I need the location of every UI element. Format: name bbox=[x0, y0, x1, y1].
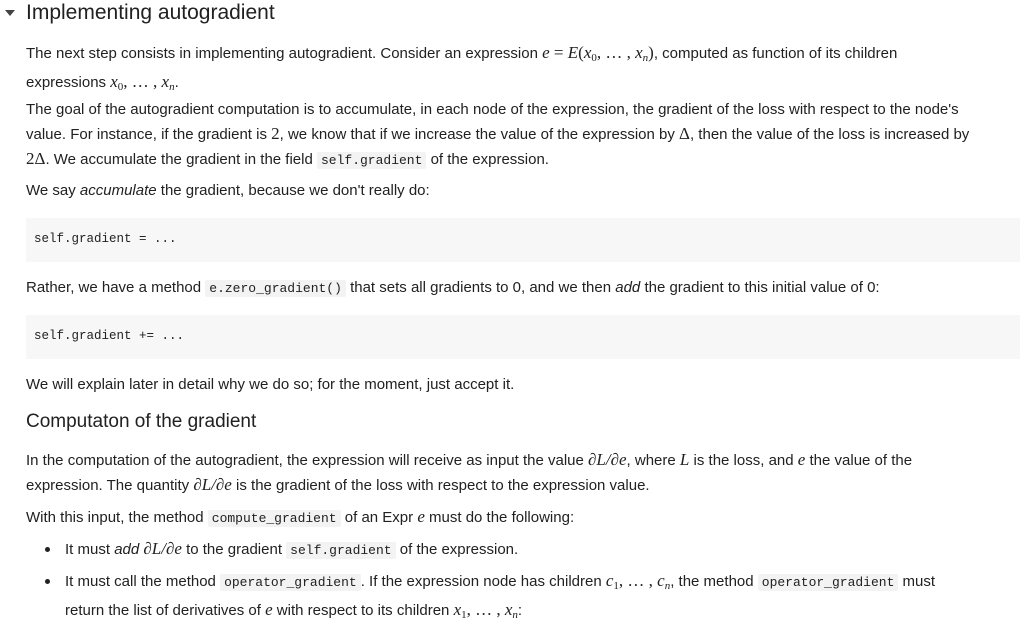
inline-code: self.gradient bbox=[286, 542, 395, 559]
paragraph-goal: The goal of the autogradient computation is to accumulate, in each node of the expression, the gradient of the loss with respect to the node's value. For instance, if the gradient is 2, we know that if we increase the value of the expression by Δ, then the value of the loss is increased by 2Δ. We accumulate the gradient in the field self.gradient of the expression. bbox=[26, 101, 970, 168]
inline-code: operator_gradient bbox=[220, 574, 361, 591]
subsection-title: Computaton of the gradient bbox=[26, 411, 257, 432]
section-title: Implementing autogradient bbox=[26, 1, 275, 24]
list-item: It must add ∂L/∂e to the gradient self.gradient of the expression. bbox=[48, 537, 1008, 563]
list-item: It must call the method operator_gradient . If the expression node has children $c_1$, … , $c_n$, the method operator_gradient must return the list of derivatives of e with respect to its children $x_1$, … , $x_n$: bbox=[48, 569, 1008, 627]
paragraph-rather: Rather, we have a method e.zero_gradient() that sets all gradients to 0, and we then add the gradient to this initial value of 0: bbox=[26, 279, 880, 296]
paragraph-accumulate: We say accumulate the gradient, because we don't really do: bbox=[26, 182, 430, 199]
inline-code: self.gradient bbox=[317, 152, 426, 169]
inline-code: compute_gradient bbox=[208, 510, 341, 527]
inline-code: operator_gradient bbox=[758, 574, 899, 591]
code-block-assign[interactable]: self.gradient = ... bbox=[26, 218, 1020, 262]
paragraph-intro: The next step consists in implementing autogradient. Consider an expression $e = E(x_0$, … , $x_n$), computed as function of its children expressions $x_0$, … , $x_n$. bbox=[26, 43, 898, 93]
paragraph-method: With this input, the method compute_gradient of an Expr e must do the following: bbox=[26, 507, 575, 526]
bullet-icon bbox=[45, 579, 50, 584]
bullet-icon bbox=[45, 547, 50, 552]
code-block-add[interactable]: self.gradient += ... bbox=[26, 315, 1020, 359]
collapse-caret-icon[interactable] bbox=[0, 9, 20, 17]
paragraph-explain: We will explain later in detail why we do so; for the moment, just accept it. bbox=[26, 376, 515, 393]
paragraph-computation: In the computation of the autogradient, the expression will receive as input the value ∂L/∂e, where L is the loss, and e the value of the expression. The quantity ∂L/∂e is the gradient of the loss with respect to the expression value. bbox=[26, 450, 913, 494]
inline-code: e.zero_gradient() bbox=[205, 280, 346, 297]
section-header[interactable] bbox=[0, 0, 275, 26]
